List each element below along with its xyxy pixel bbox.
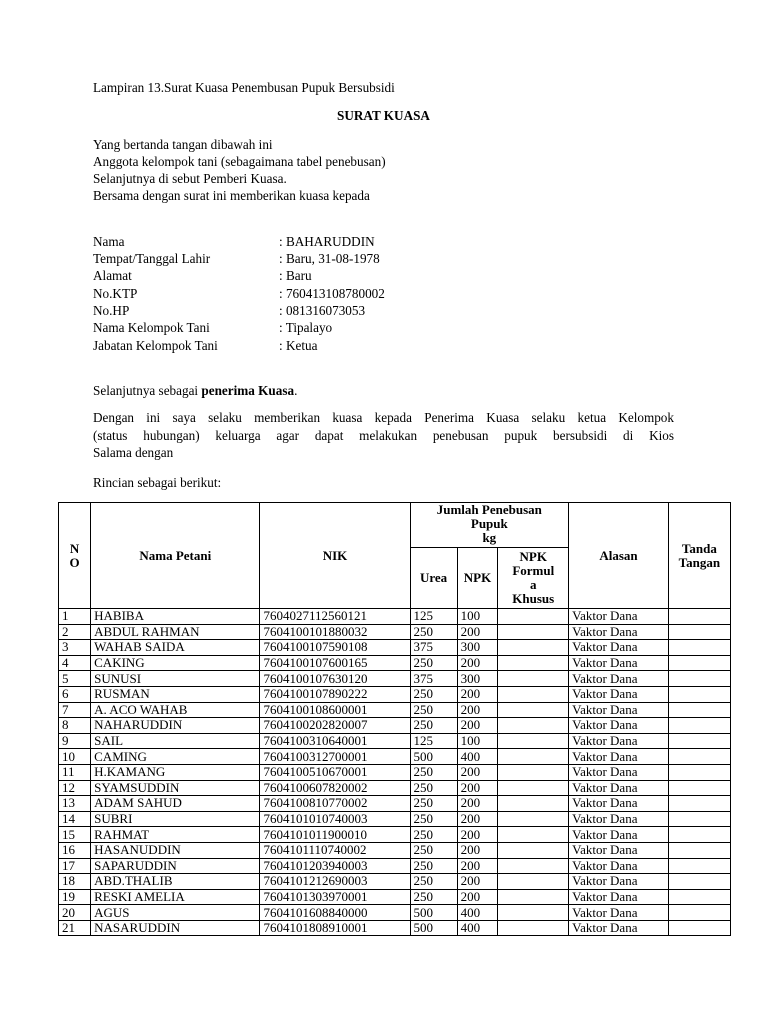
rincian-table-body: [59, 609, 731, 936]
row-nik: 7604100312700001: [260, 749, 410, 765]
header-jumlah-line-2: Pupuk: [470, 516, 508, 531]
row-npk: 200: [457, 718, 498, 734]
row-nik: 7604100810770002: [260, 796, 410, 812]
table-row: [59, 858, 731, 874]
table-row: [59, 811, 731, 827]
row-npk-formula: [498, 780, 569, 796]
header-jumlah-penebusan: [410, 503, 569, 548]
row-tanda-tangan: [668, 858, 730, 874]
header-nama-petani: Nama Petani: [91, 503, 260, 609]
row-urea: 250: [410, 796, 457, 812]
header-npk-formula-khusus: [498, 548, 569, 609]
row-nik: 7604101303970001: [260, 889, 410, 905]
row-tanda-tangan: [668, 686, 730, 702]
row-npk-formula: [498, 764, 569, 780]
row-urea: 250: [410, 718, 457, 734]
row-nama-petani: SYAMSUDDIN: [91, 780, 260, 796]
row-urea: 250: [410, 858, 457, 874]
row-npk: 300: [457, 640, 498, 656]
row-alasan: Vaktor Dana: [569, 796, 669, 812]
row-nama-petani: HASANUDDIN: [91, 842, 260, 858]
header-no-line-1: N: [69, 540, 80, 556]
row-npk: 400: [457, 749, 498, 765]
rincian-table: [58, 502, 731, 936]
header-tanda-tangan: [668, 503, 730, 609]
header-jumlah-line-1: Jumlah Penebusan: [436, 502, 542, 517]
header-ttd-line-2: Tangan: [678, 554, 721, 570]
field-ttl-label: Tempat/Tanggal Lahir: [93, 251, 211, 266]
row-nama-petani: WAHAB SAIDA: [91, 640, 260, 656]
header-no: [59, 503, 91, 609]
row-nik: 7604101110740002: [260, 842, 410, 858]
field-jabatan-label: Jabatan Kelompok Tani: [93, 338, 218, 353]
penerima-suffix: .: [294, 383, 298, 398]
row-alasan: Vaktor Dana: [569, 905, 669, 921]
field-kelompok-label: Nama Kelompok Tani: [93, 320, 210, 335]
row-nik: 7604027112560121: [260, 609, 410, 625]
row-npk: 200: [457, 624, 498, 640]
row-npk-formula: [498, 718, 569, 734]
row-tanda-tangan: [668, 796, 730, 812]
row-alasan: Vaktor Dana: [569, 764, 669, 780]
field-hp-label: No.HP: [93, 303, 130, 318]
row-tanda-tangan: [668, 811, 730, 827]
row-no: 9: [59, 733, 91, 749]
row-nik: 7604101011900010: [260, 827, 410, 843]
row-npk-formula: [498, 827, 569, 843]
row-no: 17: [59, 858, 91, 874]
rincian-label: Rincian sebagai berikut:: [93, 475, 222, 490]
row-nik: 7604100202820007: [260, 718, 410, 734]
table-row: [59, 780, 731, 796]
row-alasan: Vaktor Dana: [569, 874, 669, 890]
lampiran-heading: Lampiran 13.Surat Kuasa Penembusan Pupuk Bersubsidi: [93, 80, 395, 95]
row-tanda-tangan: [668, 733, 730, 749]
field-ttl-value: : Baru, 31-08-1978: [279, 251, 380, 266]
row-tanda-tangan: [668, 718, 730, 734]
row-no: 19: [59, 889, 91, 905]
row-alasan: Vaktor Dana: [569, 842, 669, 858]
table-row: [59, 671, 731, 687]
row-npk-formula: [498, 640, 569, 656]
paragraph-line-1: Dengan ini saya selaku memberikan kuasa kepada Penerima Kuasa selaku ketua Kelompok: [93, 410, 674, 425]
row-npk-formula: [498, 702, 569, 718]
row-nama-petani: HABIBA: [91, 609, 260, 625]
row-tanda-tangan: [668, 624, 730, 640]
row-tanda-tangan: [668, 702, 730, 718]
row-tanda-tangan: [668, 827, 730, 843]
row-npk: 400: [457, 905, 498, 921]
row-no: 10: [59, 749, 91, 765]
row-nik: 7604100107600165: [260, 655, 410, 671]
field-ktp-value: : 760413108780002: [279, 286, 385, 301]
row-alasan: Vaktor Dana: [569, 749, 669, 765]
row-no: 18: [59, 874, 91, 890]
row-nik: 7604100107590108: [260, 640, 410, 656]
row-tanda-tangan: [668, 874, 730, 890]
table-row: [59, 905, 731, 921]
row-npk: 200: [457, 780, 498, 796]
row-urea: 250: [410, 874, 457, 890]
header-ttd-line-1: Tanda: [681, 540, 717, 556]
table-row: [59, 889, 731, 905]
row-npk-formula: [498, 796, 569, 812]
document-title: SURAT KUASA: [337, 108, 430, 123]
header-alasan: Alasan: [569, 503, 669, 609]
row-nik: 7604101010740003: [260, 811, 410, 827]
header-urea: [410, 548, 457, 609]
table-row: [59, 718, 731, 734]
row-npk-formula: [498, 609, 569, 625]
row-tanda-tangan: [668, 640, 730, 656]
penerima-bold: penerima Kuasa: [201, 383, 295, 398]
row-alasan: Vaktor Dana: [569, 889, 669, 905]
paragraph-line-3: Salama dengan: [93, 445, 174, 460]
row-nik: 7604101808910001: [260, 920, 410, 936]
row-npk: 100: [457, 609, 498, 625]
row-no: 20: [59, 905, 91, 921]
header-no-line-2: O: [69, 554, 80, 570]
field-hp-value: : 081316073053: [279, 303, 366, 318]
row-tanda-tangan: [668, 749, 730, 765]
row-urea: 250: [410, 827, 457, 843]
row-urea: 250: [410, 655, 457, 671]
row-npk: 200: [457, 889, 498, 905]
row-npk: 200: [457, 874, 498, 890]
row-alasan: Vaktor Dana: [569, 780, 669, 796]
row-nama-petani: H.KAMANG: [91, 764, 260, 780]
field-alamat-value: : Baru: [279, 268, 312, 283]
table-row: [59, 796, 731, 812]
header-urea-label: Urea: [419, 570, 448, 585]
row-tanda-tangan: [668, 905, 730, 921]
field-ktp-label: No.KTP: [93, 286, 138, 301]
row-nama-petani: CAMING: [91, 749, 260, 765]
row-npk-formula: [498, 889, 569, 905]
intro-line-1: Yang bertanda tangan dibawah ini: [93, 137, 273, 152]
row-npk-formula: [498, 686, 569, 702]
row-no: 21: [59, 920, 91, 936]
row-npk: 200: [457, 811, 498, 827]
penerima-line: [93, 382, 297, 399]
table-row: [59, 733, 731, 749]
row-no: 1: [59, 609, 91, 625]
row-nama-petani: RAHMAT: [91, 827, 260, 843]
row-alasan: Vaktor Dana: [569, 624, 669, 640]
table-row: [59, 827, 731, 843]
row-nama-petani: RUSMAN: [91, 686, 260, 702]
row-tanda-tangan: [668, 842, 730, 858]
row-nama-petani: SAIL: [91, 733, 260, 749]
row-no: 2: [59, 624, 91, 640]
row-urea: 375: [410, 671, 457, 687]
row-urea: 250: [410, 702, 457, 718]
row-npk: 200: [457, 796, 498, 812]
row-nama-petani: ABD.THALIB: [91, 874, 260, 890]
row-npk: 300: [457, 671, 498, 687]
row-nik: 7604101203940003: [260, 858, 410, 874]
row-npk: 200: [457, 702, 498, 718]
table-row: [59, 764, 731, 780]
row-tanda-tangan: [668, 920, 730, 936]
field-nama-label: Nama: [93, 234, 125, 249]
table-row: [59, 874, 731, 890]
row-tanda-tangan: [668, 671, 730, 687]
row-npk: 200: [457, 827, 498, 843]
row-npk: 200: [457, 764, 498, 780]
row-urea: 500: [410, 905, 457, 921]
row-nik: 7604101608840000: [260, 905, 410, 921]
row-urea: 250: [410, 780, 457, 796]
row-tanda-tangan: [668, 764, 730, 780]
row-alasan: Vaktor Dana: [569, 609, 669, 625]
intro-line-2: Anggota kelompok tani (sebagaimana tabel penebusan): [93, 154, 386, 169]
row-urea: 500: [410, 920, 457, 936]
row-nama-petani: NASARUDDIN: [91, 920, 260, 936]
row-nama-petani: SUNUSI: [91, 671, 260, 687]
table-row: [59, 842, 731, 858]
row-nik: 7604101212690003: [260, 874, 410, 890]
row-alasan: Vaktor Dana: [569, 858, 669, 874]
header-npkf-line-4: Khusus: [512, 591, 555, 606]
row-no: 5: [59, 671, 91, 687]
table-row: [59, 624, 731, 640]
row-urea: 250: [410, 889, 457, 905]
header-npk: NPK: [457, 548, 498, 609]
table-row: [59, 749, 731, 765]
row-npk: 200: [457, 655, 498, 671]
row-alasan: Vaktor Dana: [569, 702, 669, 718]
row-urea: 250: [410, 624, 457, 640]
header-jumlah-line-3: kg: [482, 530, 497, 545]
row-npk-formula: [498, 811, 569, 827]
header-npkf-line-3: a: [530, 577, 537, 592]
row-nama-petani: SUBRI: [91, 811, 260, 827]
row-npk-formula: [498, 671, 569, 687]
row-no: 6: [59, 686, 91, 702]
row-nama-petani: NAHARUDDIN: [91, 718, 260, 734]
header-npkf-line-1: NPK: [519, 549, 547, 564]
row-alasan: Vaktor Dana: [569, 686, 669, 702]
row-alasan: Vaktor Dana: [569, 640, 669, 656]
row-alasan: Vaktor Dana: [569, 811, 669, 827]
paragraph-line-2: (status hubungan) keluarga agar dapat melakukan penebusan pupuk bersubsidi di Kios: [93, 427, 674, 443]
header-nik: NIK: [260, 503, 410, 609]
row-alasan: Vaktor Dana: [569, 671, 669, 687]
row-nik: 7604100607820002: [260, 780, 410, 796]
row-nik: 7604100107890222: [260, 686, 410, 702]
row-no: 12: [59, 780, 91, 796]
row-no: 11: [59, 764, 91, 780]
row-npk-formula: [498, 874, 569, 890]
row-tanda-tangan: [668, 889, 730, 905]
row-nik: 7604100101880032: [260, 624, 410, 640]
table-row: [59, 920, 731, 936]
row-npk-formula: [498, 624, 569, 640]
row-nik: 7604100510670001: [260, 764, 410, 780]
row-no: 8: [59, 718, 91, 734]
row-urea: 375: [410, 640, 457, 656]
row-urea: 125: [410, 609, 457, 625]
intro-line-3: Selanjutnya di sebut Pemberi Kuasa.: [93, 171, 287, 186]
row-npk-formula: [498, 905, 569, 921]
row-nik: 7604100108600001: [260, 702, 410, 718]
row-npk: 200: [457, 842, 498, 858]
header-npkf-line-2: Formul: [512, 563, 555, 578]
kuasa-paragraph: [93, 409, 674, 462]
row-tanda-tangan: [668, 655, 730, 671]
row-alasan: Vaktor Dana: [569, 718, 669, 734]
row-alasan: Vaktor Dana: [569, 655, 669, 671]
row-urea: 500: [410, 749, 457, 765]
row-nama-petani: ADAM SAHUD: [91, 796, 260, 812]
row-nama-petani: SAPARUDDIN: [91, 858, 260, 874]
row-no: 4: [59, 655, 91, 671]
field-nama-value: : BAHARUDDIN: [279, 234, 375, 249]
row-npk-formula: [498, 920, 569, 936]
table-row: [59, 655, 731, 671]
table-row: [59, 686, 731, 702]
row-no: 7: [59, 702, 91, 718]
row-nama-petani: A. ACO WAHAB: [91, 702, 260, 718]
row-nama-petani: AGUS: [91, 905, 260, 921]
row-nama-petani: CAKING: [91, 655, 260, 671]
table-row: [59, 640, 731, 656]
row-npk-formula: [498, 733, 569, 749]
row-alasan: Vaktor Dana: [569, 733, 669, 749]
penerima-prefix: Selanjutnya sebagai: [93, 383, 202, 398]
row-npk-formula: [498, 858, 569, 874]
field-alamat-label: Alamat: [93, 268, 132, 283]
row-nama-petani: ABDUL RAHMAN: [91, 624, 260, 640]
row-urea: 250: [410, 686, 457, 702]
row-alasan: Vaktor Dana: [569, 920, 669, 936]
field-kelompok-value: : Tipalayo: [279, 320, 333, 335]
row-npk: 400: [457, 920, 498, 936]
field-jabatan-value: : Ketua: [279, 338, 318, 353]
row-nik: 7604100107630120: [260, 671, 410, 687]
row-urea: 250: [410, 811, 457, 827]
row-nik: 7604100310640001: [260, 733, 410, 749]
row-alasan: Vaktor Dana: [569, 827, 669, 843]
row-no: 14: [59, 811, 91, 827]
table-row: [59, 609, 731, 625]
table-row: [59, 702, 731, 718]
row-npk: 200: [457, 686, 498, 702]
row-urea: 250: [410, 842, 457, 858]
intro-line-4: Bersama dengan surat ini memberikan kuasa kepada: [93, 188, 370, 203]
row-no: 3: [59, 640, 91, 656]
row-urea: 125: [410, 733, 457, 749]
row-npk: 100: [457, 733, 498, 749]
row-tanda-tangan: [668, 780, 730, 796]
row-no: 16: [59, 842, 91, 858]
row-npk-formula: [498, 655, 569, 671]
row-npk: 200: [457, 858, 498, 874]
row-npk-formula: [498, 749, 569, 765]
row-nama-petani: RESKI AMELIA: [91, 889, 260, 905]
row-no: 13: [59, 796, 91, 812]
row-tanda-tangan: [668, 609, 730, 625]
row-npk-formula: [498, 842, 569, 858]
row-no: 15: [59, 827, 91, 843]
row-urea: 250: [410, 764, 457, 780]
